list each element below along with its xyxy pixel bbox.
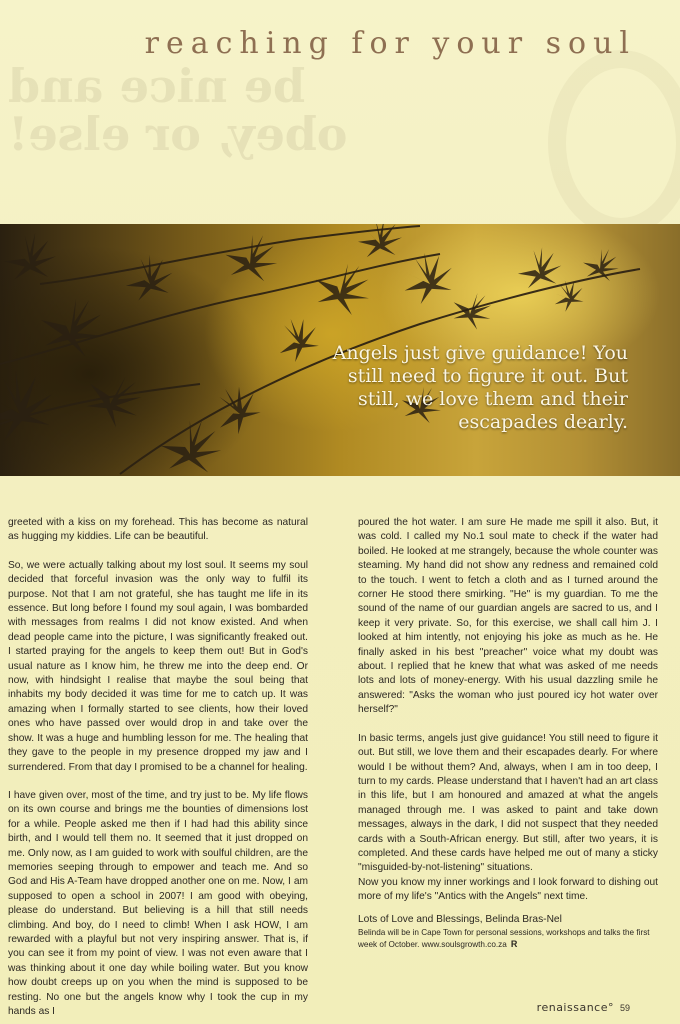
magazine-name: renaissance° [536,1001,614,1014]
paragraph: I have given over, most of the time, and try just to be. My life flows on its own course and brings me the bounties of dimensions lost for a while. People asked me then if I had had this ability since birth, and I would tell them no. It seemed that it just dropped on me. Only now, as I am guided to work with soulful children, are the memories seeping through to empower and teach me. And so God and His A-Team have dropped another one on me. Now, I am supposed to open a school in 2007! I am good with obeying, please do understand. But believing is a hill that still needs climbing. And boy, do I need to climb! When I ask HOW, I am rewarded with a playful but not very inspiring answer. That is, if you can see it from my point of view. I was not even aware that I was thinking about it one day while boiling water. But you know how doubt creeps up on you when the mind is supposed to be resting. No one but the angels know why I took the cup in my hands as I [8,789,308,1017]
page-number: 59 [619,1003,630,1013]
leaf-photo-banner [0,224,680,476]
page-footer [537,1001,630,1014]
article-column-right [358,516,658,950]
paragraph: In basic terms, angels just give guidance! You still need to figure it out. But still, we love them and their escapades dearly. For where would I be without them? And, always, when I am in too deep, I turn to my cards. Please understand that I haven't had an art class in this life, but I am honoured and amazed at what the angels managed through me. I was asked to paint and take down messages, always in the dark, I did not suspect that they needed cards with a South-African energy. But still, after two years, it is completed. And these cards have helped me out of many a sticky "misguided-by-not-listening" situations. [358,732,658,874]
author-bio: Belinda will be in Cape Town for personal sessions, workshops and talks the first week of October. www.soulsgrowth.co.za R [358,927,650,949]
paragraph: Now you know my inner workings and I look forward to dishing out more of my life's "Antics with the Angels" next time. [358,876,658,903]
paragraph: So, we were actually talking about my lost soul. It seems my soul decided that forceful invasion was the only way to fulfil its purpose. Not that I am not grateful, she has taught me life in its essence. But long before I found my soul again, I was bombarded with messages from realms I did not know existed. And when dead people came into the picture, I was significantly freaked out. I started praying for the angels to keep them out! But in God's usual nature as I know him, he threw me into the deep end. Or now, with hindsight I realise that maybe the soul being that inhabits my body decided it was time for me to catch up. It was amazing when I formally started to see clients, how their loved ones who have passed over would drop in and take over the show. It was a huge and humbling lesson for me. The healing that they gave to the people in my presence dropped my jaw and I surrendered. From that day I promised to be a channel for healing. [8,559,308,773]
paragraph: poured the hot water. I am sure He made me spill it also. But, it was cold. I called my No.1 soul mate to check if the water had boiled. He looked at me strangely, because the whole counter was steaming. My hand did not show any redness and remained cold to the touch. I went to fetch a cloth and as I turned around the corner He stood there smirking. "He" is my guardian. To me the sound of the name of our guardian angels are sacred to us, and I keep it very private. So, for this exercise, we shall call him J. I looked at him intently, not enjoying his joke as much as he. He finally asked in his best "preacher" voice what my doubt was about. I replied that he knew that what was asked of me needs lots and lots of money-energy. With his usual dazzling smile he answered: "Asks the woman who just poured icy hot water over herself?" [358,517,658,716]
ghost-letter-shape [548,50,680,236]
pull-quote: Angels just give guidance! You still need to figure it out. But still, we love them and their escapades dearly. [332,342,628,433]
article-column-left [8,516,308,1019]
paragraph: greeted with a kiss on my forehead. This has become as natural as hugging my kiddies. Life can be beautiful. [8,517,308,543]
ghost-show-through-text: be nice and obey, or else! [8,62,348,161]
author-signoff: Lots of Love and Blessings, Belinda Bras-Nel [358,913,562,925]
end-mark-icon: R [510,938,518,949]
section-title: reaching for your soul [144,26,636,61]
